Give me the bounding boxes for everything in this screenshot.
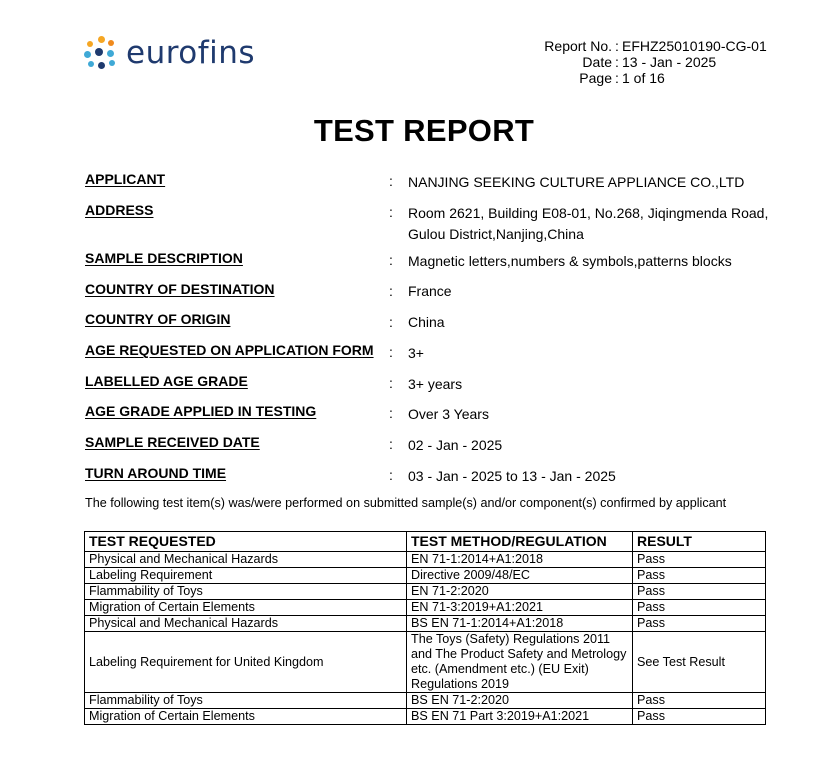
cell-method: EN 71-1:2014+A1:2018 [407, 552, 633, 568]
table-header-row [85, 532, 766, 552]
field-applicant-value: NANJING SEEKING CULTURE APPLIANCE CO.,LTD [408, 174, 745, 190]
report-no-label: Report No. [544, 38, 612, 54]
field-age-requested-value: 3+ [408, 345, 424, 361]
report-meta [530, 38, 767, 86]
header-result: RESULT [633, 532, 766, 552]
cell-method: BS EN 71-2:2020 [407, 693, 633, 709]
colon: : [389, 375, 393, 391]
cell-result: Pass [633, 552, 766, 568]
cell-test: Flammability of Toys [85, 693, 407, 709]
table-row [85, 552, 766, 568]
cell-test: Migration of Certain Elements [85, 709, 407, 725]
cell-test: Physical and Mechanical Hazards [85, 552, 407, 568]
colon: : [389, 252, 393, 268]
field-country-destination-value: France [408, 283, 452, 299]
page-value: 1 of 16 [622, 70, 665, 86]
colon: : [389, 405, 393, 421]
date-value: 13 - Jan - 2025 [622, 54, 717, 70]
cell-test: Labeling Requirement [85, 568, 407, 584]
field-age-applied-label: AGE GRADE APPLIED IN TESTING [85, 403, 317, 419]
cell-test: Migration of Certain Elements [85, 600, 407, 616]
field-age-applied-value: Over 3 Years [408, 406, 489, 422]
field-address-value: Room 2621, Building E08-01, No.268, Jiqingmenda Road, Gulou District,Nanjing,China [408, 205, 769, 242]
field-country-origin-label: COUNTRY OF ORIGIN [85, 311, 231, 327]
logo-text: eurofins [126, 34, 256, 71]
cell-result: Pass [633, 568, 766, 584]
table-row [85, 568, 766, 584]
date-label: Date [582, 54, 612, 70]
colon: : [389, 314, 393, 330]
colon: : [389, 344, 393, 360]
field-sample-description-label: SAMPLE DESCRIPTION [85, 250, 243, 266]
page-title: TEST REPORT [313, 113, 535, 148]
table-row [85, 600, 766, 616]
page-label: Page [579, 70, 612, 86]
header-test-method: TEST METHOD/REGULATION [407, 532, 633, 552]
table-row [85, 616, 766, 632]
table-row [85, 632, 766, 693]
field-sample-received-label: SAMPLE RECEIVED DATE [85, 434, 260, 450]
field-country-origin-value: China [408, 314, 445, 330]
field-applicant-label: APPLICANT [85, 171, 166, 187]
field-labelled-age-value: 3+ years [408, 376, 463, 392]
cell-method: The Toys (Safety) Regulations 2011 and The Product Safety and Metrology etc. (Amendment etc.) (EU Exit) Regulations 2019 [407, 632, 633, 693]
field-age-requested-label: AGE REQUESTED ON APPLICATION FORM [85, 342, 374, 358]
colon: : [389, 283, 393, 299]
colon: : [389, 204, 393, 220]
cell-test: Labeling Requirement for United Kingdom [85, 632, 407, 693]
field-turnaround-label: TURN AROUND TIME [85, 465, 227, 481]
field-labelled-age-label: LABELLED AGE GRADE [85, 373, 248, 389]
cell-result: Pass [633, 616, 766, 632]
eurofins-logo [84, 33, 255, 73]
cell-method: EN 71-3:2019+A1:2021 [407, 600, 633, 616]
colon: : [615, 70, 619, 86]
field-sample-description-value: Magnetic letters,numbers & symbols,patterns blocks [408, 253, 732, 269]
table-row [85, 584, 766, 600]
cell-test: Physical and Mechanical Hazards [85, 616, 407, 632]
cell-method: BS EN 71-1:2014+A1:2018 [407, 616, 633, 632]
colon: : [615, 38, 619, 54]
field-sample-received-value: 02 - Jan - 2025 [408, 437, 503, 453]
table-row [85, 709, 766, 725]
cell-result: See Test Result [633, 632, 766, 693]
field-turnaround-value: 03 - Jan - 2025 to 13 - Jan - 2025 [408, 468, 616, 484]
logo-dots-icon [84, 35, 120, 71]
cell-result: Pass [633, 693, 766, 709]
colon: : [389, 436, 393, 452]
field-address-label: ADDRESS [85, 202, 154, 218]
cell-test: Flammability of Toys [85, 584, 407, 600]
field-country-destination-label: COUNTRY OF DESTINATION [85, 281, 275, 297]
cell-result: Pass [633, 600, 766, 616]
report-no-value: EFHZ25010190-CG-01 [622, 38, 767, 54]
intro-text: The following test item(s) was/were performed on submitted sample(s) and/or component(s) confirmed by applicant [85, 496, 727, 510]
colon: : [389, 467, 393, 483]
colon: : [389, 173, 393, 189]
colon: : [615, 54, 619, 70]
header-test-requested: TEST REQUESTED [85, 532, 407, 552]
cell-method: BS EN 71 Part 3:2019+A1:2021 [407, 709, 633, 725]
cell-result: Pass [633, 709, 766, 725]
table-row [85, 693, 766, 709]
cell-method: EN 71-2:2020 [407, 584, 633, 600]
results-table [84, 531, 766, 725]
cell-result: Pass [633, 584, 766, 600]
cell-method: Directive 2009/48/EC [407, 568, 633, 584]
